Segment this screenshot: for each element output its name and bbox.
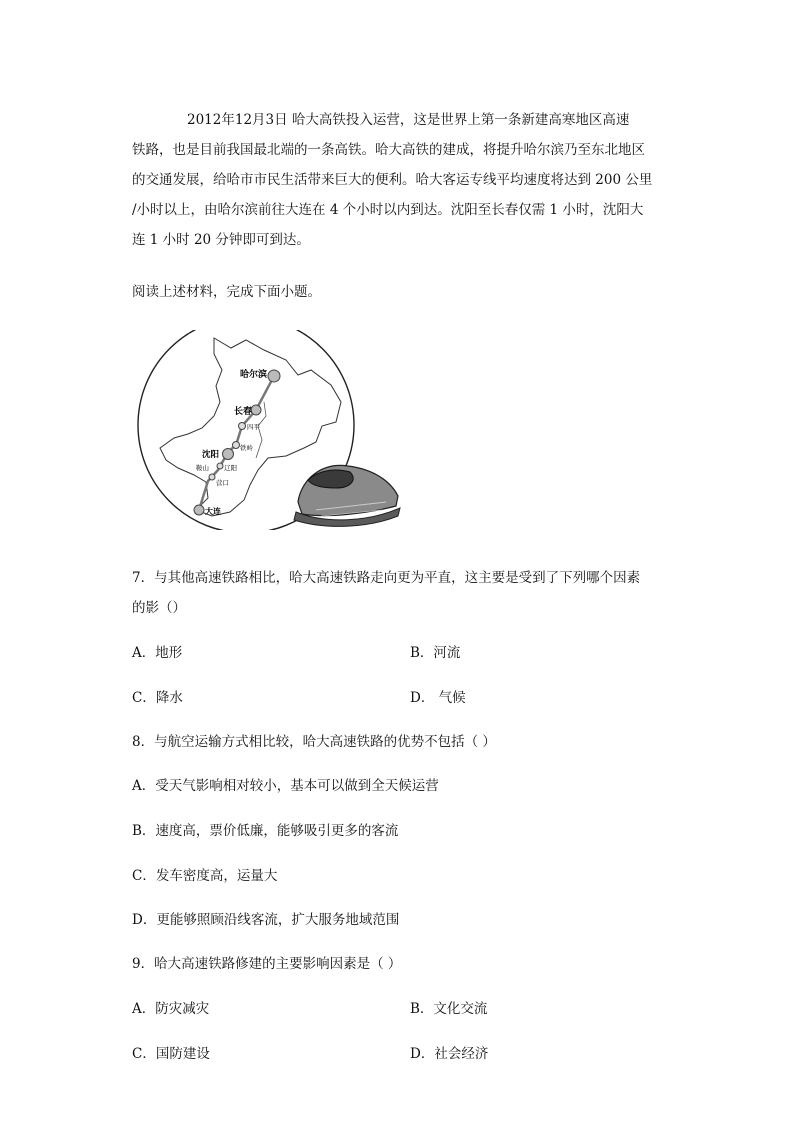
question-7-option-d[interactable]: D． 气候 [410, 690, 466, 706]
question-8-option-a[interactable]: A．受天气影响相对较小，基本可以做到全天候运营 [132, 778, 439, 794]
city-marker-shenyang [223, 449, 234, 460]
city-label-liaoyang: 辽阳 [224, 464, 237, 472]
city-label-anshan: 鞍山 [196, 464, 209, 472]
question-7-stem-line-2: 的影（） [132, 600, 186, 616]
passage-line-3: 的交通发展，给哈市市民生活带来巨大的便利。哈大客运专线平均速度将达到 200 公里 [132, 172, 653, 188]
passage-line-4: /小时以上，由哈尔滨前往大连在 4 个小时以内到达。沈阳至长春仅需 1 小时，沈阳大 [132, 202, 644, 218]
question-9-stem: 9．哈大高速铁路修建的主要影响因素是（ ） [132, 956, 402, 972]
city-marker-changchun [251, 405, 261, 415]
passage-line-1: 2012年12月3日 哈大高铁投入运营，这是世界上第一条新建高寒地区高速 [187, 112, 630, 128]
city-label-dalian: 大连 [205, 507, 221, 516]
railway-map [136, 330, 406, 530]
city-label-yingkou: 营口 [216, 479, 229, 487]
passage-line-2: 铁路，也是目前我国最北端的一条高铁。哈大高铁的建成，将提升哈尔滨乃至东北地区 [132, 142, 645, 158]
question-9-option-a[interactable]: A．防灾减灾 [132, 1001, 210, 1017]
question-7-option-a[interactable]: A．地形 [132, 645, 183, 661]
question-8-option-b[interactable]: B．速度高，票价低廉，能够吸引更多的客流 [132, 823, 399, 839]
city-marker-siping [239, 423, 246, 430]
city-marker-tieling [233, 442, 240, 449]
passage-line-5: 连 1 小时 20 分钟即可到达。 [132, 232, 310, 248]
question-8-option-c[interactable]: C．发车密度高，运量大 [132, 868, 278, 884]
question-8-stem: 8．与航空运输方式相比较，哈大高速铁路的优势不包括（ ） [132, 734, 496, 750]
railway-map-figure [136, 330, 406, 530]
instruction: 阅读上述材料，完成下面小题。 [132, 284, 321, 300]
city-label-haerbin: 哈尔滨 [240, 370, 268, 380]
city-label-tieling: 铁岭 [240, 444, 253, 452]
question-9-option-d[interactable]: D．社会经济 [410, 1046, 489, 1062]
question-7-option-c[interactable]: C．降水 [132, 690, 183, 706]
city-marker-dalian [194, 505, 204, 515]
city-marker-haerbin [268, 370, 280, 382]
question-9-option-b[interactable]: B．文化交流 [410, 1001, 488, 1017]
question-8-option-d[interactable]: D．更能够照顾沿线客流，扩大服务地域范围 [132, 912, 400, 928]
city-label-siping: 四平 [247, 423, 260, 431]
city-marker-liaoyang [217, 463, 223, 469]
city-label-shenyang: 沈阳 [202, 450, 220, 460]
question-9-option-c[interactable]: C．国防建设 [132, 1046, 210, 1062]
city-marker-yingkou [209, 474, 215, 480]
city-label-changchun: 长春 [234, 407, 253, 417]
question-7-stem-line-1: 7．与其他高速铁路相比，哈大高速铁路走向更为平直，这主要是受到了下列哪个因素 [132, 570, 641, 586]
question-7-option-b[interactable]: B．河流 [410, 645, 461, 661]
